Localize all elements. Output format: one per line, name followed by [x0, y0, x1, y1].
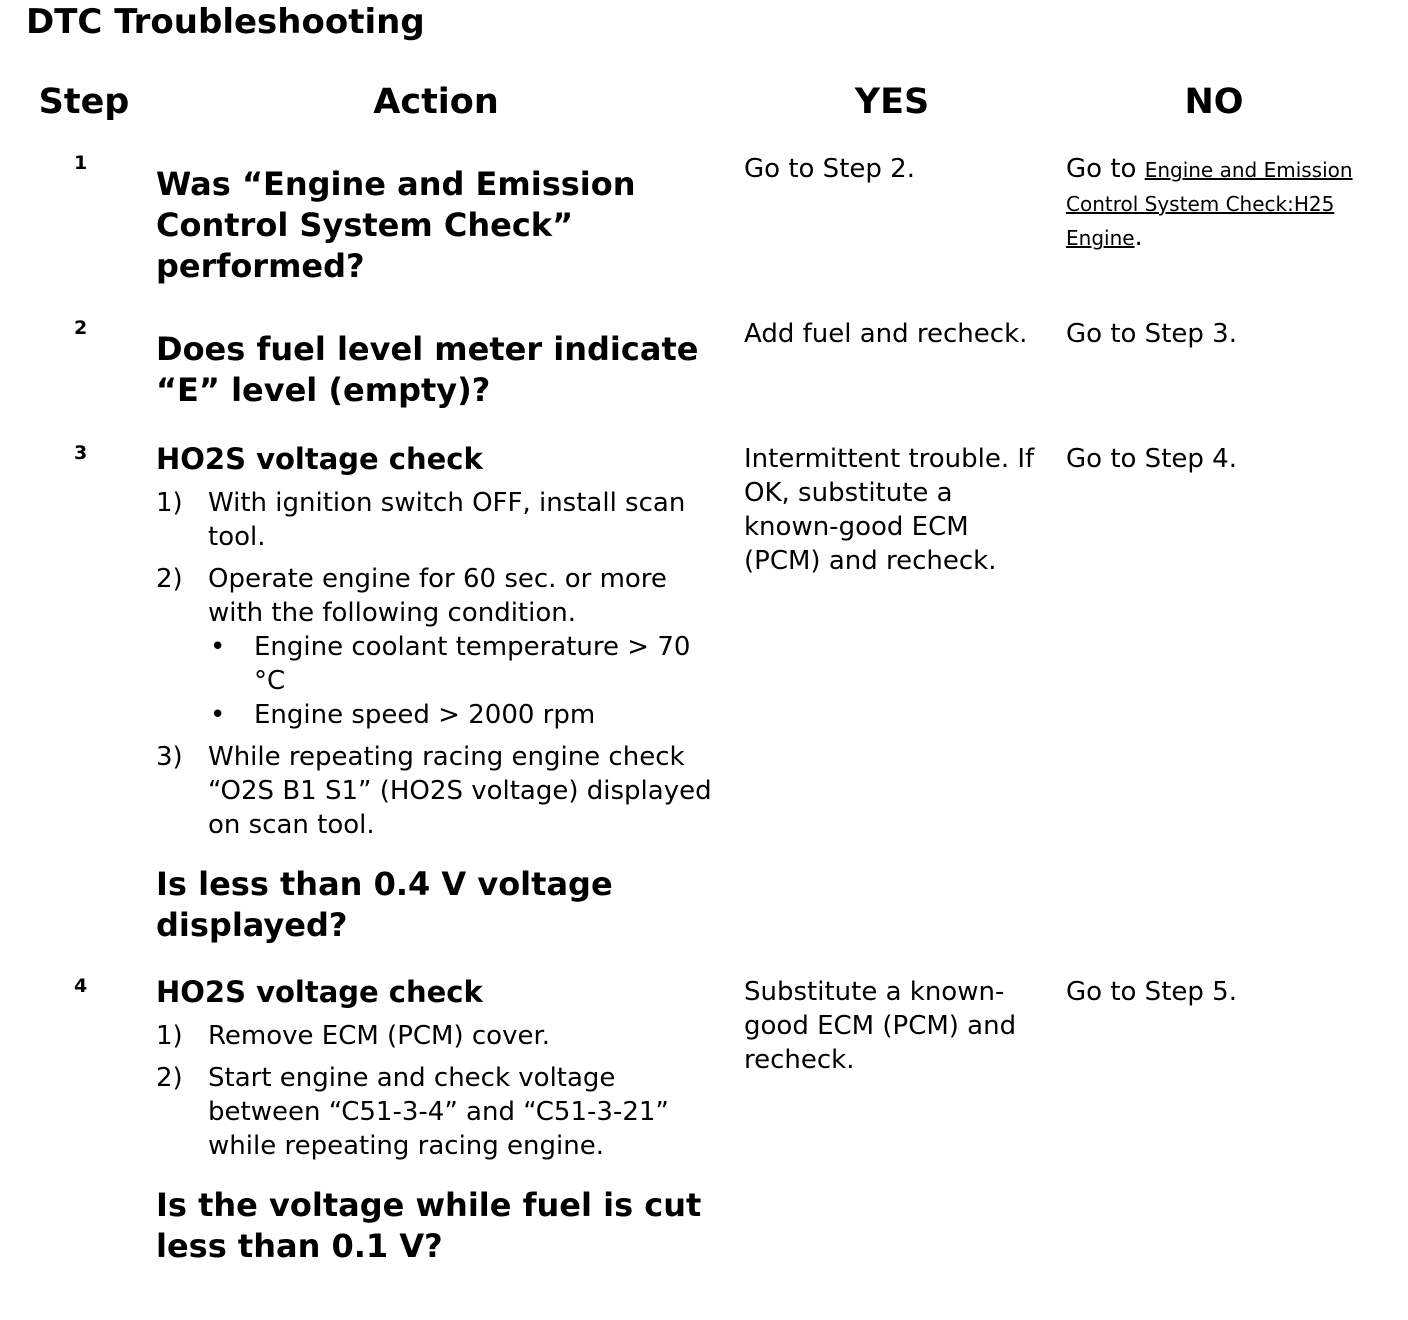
no-cell: Go to Step 3.	[1066, 319, 1237, 349]
action-cell	[156, 975, 726, 1267]
procedure-item	[156, 1061, 726, 1163]
step-number: 4	[74, 975, 88, 997]
yes-cell: Intermittent trouble. If OK, substitute a known-good ECM (PCM) and recheck.	[744, 444, 1035, 576]
procedure-item	[156, 740, 726, 842]
procedure-text: While repeating racing engine check “O2S B1 S1” (HO2S voltage) displayed on scan tool.	[208, 742, 712, 840]
column-header-step: Step	[38, 82, 130, 122]
page-title: DTC Troubleshooting	[26, 2, 425, 42]
action-cell	[156, 442, 726, 946]
column-header-no: NO	[1184, 82, 1244, 122]
procedure-item	[156, 1019, 726, 1053]
condition-text: Engine speed > 2000 rpm	[254, 700, 596, 730]
no-cell	[1066, 152, 1386, 254]
bullet-icon: •	[210, 632, 226, 662]
step-number: 3	[74, 442, 88, 464]
procedure-item	[156, 486, 726, 554]
no-cell: Go to Step 5.	[1066, 977, 1237, 1007]
check-subtitle: HO2S voltage check	[156, 975, 483, 1009]
system-check-link[interactable]: Engine and Emission Control System Check:H25 Engine	[1066, 158, 1353, 250]
procedure-number: 1)	[156, 488, 183, 518]
procedure-item	[156, 562, 726, 732]
step-number: 1	[74, 152, 88, 174]
condition-list	[208, 630, 726, 732]
condition-item	[208, 630, 726, 698]
procedure-text: Remove ECM (PCM) cover.	[208, 1021, 551, 1051]
no-suffix: .	[1134, 222, 1143, 252]
action-cell	[156, 329, 726, 411]
procedure-text: Start engine and check voltage between “C51-3-4” and “C51-3-21” while repeating racing engine.	[208, 1063, 669, 1161]
question-text: Is the voltage while fuel is cut less than 0.1 V?	[156, 1186, 702, 1265]
check-subtitle: HO2S voltage check	[156, 442, 483, 476]
condition-item	[208, 698, 726, 732]
bullet-icon: •	[210, 700, 226, 730]
yes-cell: Go to Step 2.	[744, 154, 915, 184]
question-text: Is less than 0.4 V voltage displayed?	[156, 865, 613, 944]
yes-cell: Add fuel and recheck.	[744, 319, 1028, 349]
condition-text: Engine coolant temperature > 70 °C	[254, 632, 691, 696]
procedure-number: 3)	[156, 742, 183, 772]
procedure-number: 1)	[156, 1021, 183, 1051]
action-cell	[156, 164, 726, 287]
step-number: 2	[74, 317, 88, 339]
question-text: Does fuel level meter indicate “E” level (empty)?	[156, 330, 699, 409]
procedure-list	[156, 486, 726, 842]
procedure-text: With ignition switch OFF, install scan tool.	[208, 488, 686, 552]
column-header-yes: YES	[854, 82, 930, 122]
procedure-list	[156, 1019, 726, 1163]
no-prefix: Go to	[1066, 154, 1145, 184]
no-cell: Go to Step 4.	[1066, 444, 1237, 474]
procedure-text: Operate engine for 60 sec. or more with the following condition.	[208, 564, 667, 628]
column-header-action: Action	[373, 82, 499, 122]
procedure-number: 2)	[156, 564, 183, 594]
yes-cell: Substitute a known-good ECM (PCM) and recheck.	[744, 977, 1017, 1075]
question-text: Was “Engine and Emission Control System Check” performed?	[156, 165, 636, 285]
procedure-number: 2)	[156, 1063, 183, 1093]
